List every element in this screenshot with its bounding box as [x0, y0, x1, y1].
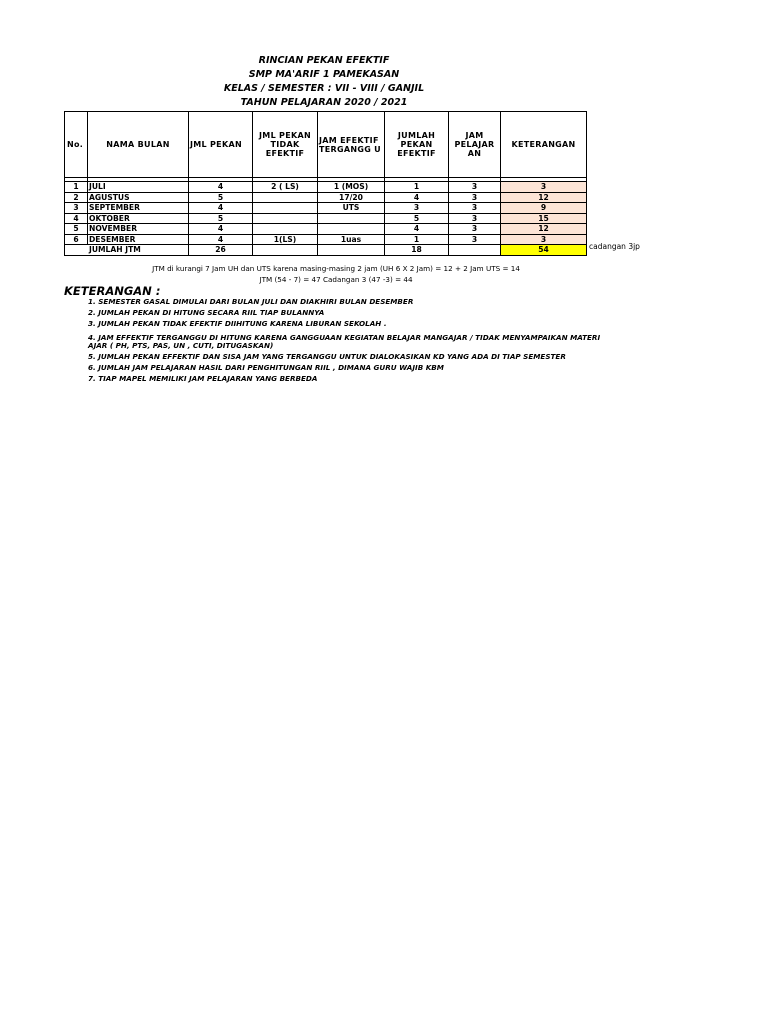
table-row: [65, 213, 587, 224]
total-jam: [449, 245, 501, 256]
table-total-row: [65, 245, 587, 256]
cell-jam: 3: [449, 234, 501, 245]
cell-bulan: OKTOBER: [88, 213, 189, 224]
cell-tidak-efektif: [253, 192, 318, 203]
cell-bulan: DESEMBER: [88, 234, 189, 245]
cell-keterangan: 3: [501, 234, 587, 245]
table-row: [65, 192, 587, 203]
cell-no: 3: [65, 203, 88, 214]
cell-no: 2: [65, 192, 88, 203]
total-pekan-efektif: 18: [385, 245, 449, 256]
cell-jml-pekan: 5: [189, 192, 253, 203]
cell-pekan-efektif: 5: [385, 213, 449, 224]
cell-tidak-efektif: 1(LS): [253, 234, 318, 245]
cell-no: 1: [65, 182, 88, 193]
cell-jam: 3: [449, 192, 501, 203]
header-no: No.: [65, 112, 88, 178]
cell-pekan-efektif: 3: [385, 203, 449, 214]
keterangan-item: 7. TIAP MAPEL MEMILIKI JAM PELAJARAN YANG BERBEDA: [88, 374, 318, 383]
title-line-2: SMP MA'ARIF 1 PAMEKASAN: [248, 69, 400, 80]
cell-pekan-efektif: 4: [385, 192, 449, 203]
cell-jam: 3: [449, 213, 501, 224]
cell-tidak-efektif: 2 ( LS): [253, 182, 318, 193]
cell-keterangan: 9: [501, 203, 587, 214]
cell-keterangan: 3: [501, 182, 587, 193]
document-title-block: [0, 54, 648, 110]
cadangan-note: cadangan 3jp: [589, 242, 640, 251]
cell-jam: 3: [449, 203, 501, 214]
cell-tidak-efektif: [253, 213, 318, 224]
pekan-efektif-table: [64, 111, 587, 256]
keterangan-item: 1. SEMESTER GASAL DIMULAI DARI BULAN JULI DAN DIAKHIRI BULAN DESEMBER: [88, 297, 414, 306]
title-line-4: TAHUN PELAJARAN 2020 / 2021: [240, 97, 408, 108]
cell-keterangan: 12: [501, 192, 587, 203]
keterangan-list: [88, 298, 608, 386]
cell-pekan-efektif: 1: [385, 234, 449, 245]
cell-terganggu: [318, 213, 385, 224]
table-row: [65, 234, 587, 245]
cell-jam: 3: [449, 182, 501, 193]
cell-pekan-efektif: 1: [385, 182, 449, 193]
header-nama-bulan: NAMA BULAN: [88, 112, 189, 178]
cell-jam: 3: [449, 224, 501, 235]
header-jam-pelajaran: JAM PELAJAR AN: [449, 112, 501, 178]
cell-jml-pekan: 4: [189, 224, 253, 235]
total-jml-pekan: 26: [189, 245, 253, 256]
cell-jml-pekan: 5: [189, 213, 253, 224]
keterangan-item: 4. JAM EFFEKTIF TERGANGGU DI HITUNG KARENA GANGGUAAN KEGIATAN BELAJAR MANGAJAR / TIDAK MENYAMPAIKAN MATERI AJAR ( PH, PTS, PAS, UN , CUTI, DITUGASKAN): [88, 333, 601, 350]
cell-bulan: SEPTEMBER: [88, 203, 189, 214]
header-jml-pekan: JML PEKAN: [189, 112, 253, 178]
header-jml-pekan-tidak-efektif: JML PEKAN TIDAK EFEKTIF: [253, 112, 318, 178]
cell-tidak-efektif: [253, 224, 318, 235]
cell-keterangan: 15: [501, 213, 587, 224]
cell-bulan: JULI: [88, 182, 189, 193]
cell-terganggu: 17/20: [318, 192, 385, 203]
cell-no: 4: [65, 213, 88, 224]
table-row: [65, 224, 587, 235]
table-header-row: [65, 112, 587, 178]
keterangan-item: 5. JUMLAH PEKAN EFFEKTIF DAN SISA JAM YANG TERGANGGU UNTUK DIALOKASIKAN KD YANG ADA DI TIAP SEMESTER: [88, 352, 566, 361]
cell-terganggu: UTS: [318, 203, 385, 214]
table-row: [65, 182, 587, 193]
cell-keterangan: 12: [501, 224, 587, 235]
cell-tidak-efektif: [253, 203, 318, 214]
cell-terganggu: 1 (MOS): [318, 182, 385, 193]
cell-no: 5: [65, 224, 88, 235]
cell-jml-pekan: 4: [189, 203, 253, 214]
cell-jml-pekan: 4: [189, 182, 253, 193]
jtm-note-line-1: JTM di kurangi 7 Jam UH dan UTS karena masing-masing 2 jam (UH 6 X 2 Jam) = 12 + 2 Jam UTS = 14: [152, 264, 520, 273]
header-jumlah-pekan-efektif: JUMLAH PEKAN EFEKTIF: [385, 112, 449, 178]
title-line-3: KELAS / SEMESTER : VII - VIII / GANJIL: [223, 83, 425, 94]
table-row: [65, 203, 587, 214]
total-tidak-efektif: [253, 245, 318, 256]
jtm-note-line-2: JTM (54 - 7) = 47 Cadangan 3 (47 -3) = 44: [259, 275, 413, 284]
total-label: JUMLAH JTM: [65, 245, 189, 256]
keterangan-item: 6. JUMLAH JAM PELAJARAN HASIL DARI PENGHITUNGAN RIIL , DIMANA GURU WAJIB KBM: [88, 363, 444, 372]
total-keterangan: 54: [501, 245, 587, 256]
cell-bulan: AGUSTUS: [88, 192, 189, 203]
cell-no: 6: [65, 234, 88, 245]
cell-terganggu: [318, 224, 385, 235]
total-terganggu: [318, 245, 385, 256]
cell-jml-pekan: 4: [189, 234, 253, 245]
cell-terganggu: 1uas: [318, 234, 385, 245]
title-line-1: RINCIAN PEKAN EFEKTIF: [258, 55, 390, 66]
cell-pekan-efektif: 4: [385, 224, 449, 235]
header-keterangan: KETERANGAN: [501, 112, 587, 178]
keterangan-item: 2. JUMLAH PEKAN DI HITUNG SECARA RIIL TIAP BULANNYA: [88, 308, 325, 317]
cell-bulan: NOVEMBER: [88, 224, 189, 235]
keterangan-item: 3. JUMLAH PEKAN TIDAK EFEKTIF DIIHITUNG KARENA LIBURAN SEKOLAH .: [88, 319, 387, 328]
keterangan-heading: KETERANGAN :: [64, 284, 161, 298]
header-jam-efektif-terganggu: JAM EFEKTIF TERGANGG U: [318, 112, 385, 178]
